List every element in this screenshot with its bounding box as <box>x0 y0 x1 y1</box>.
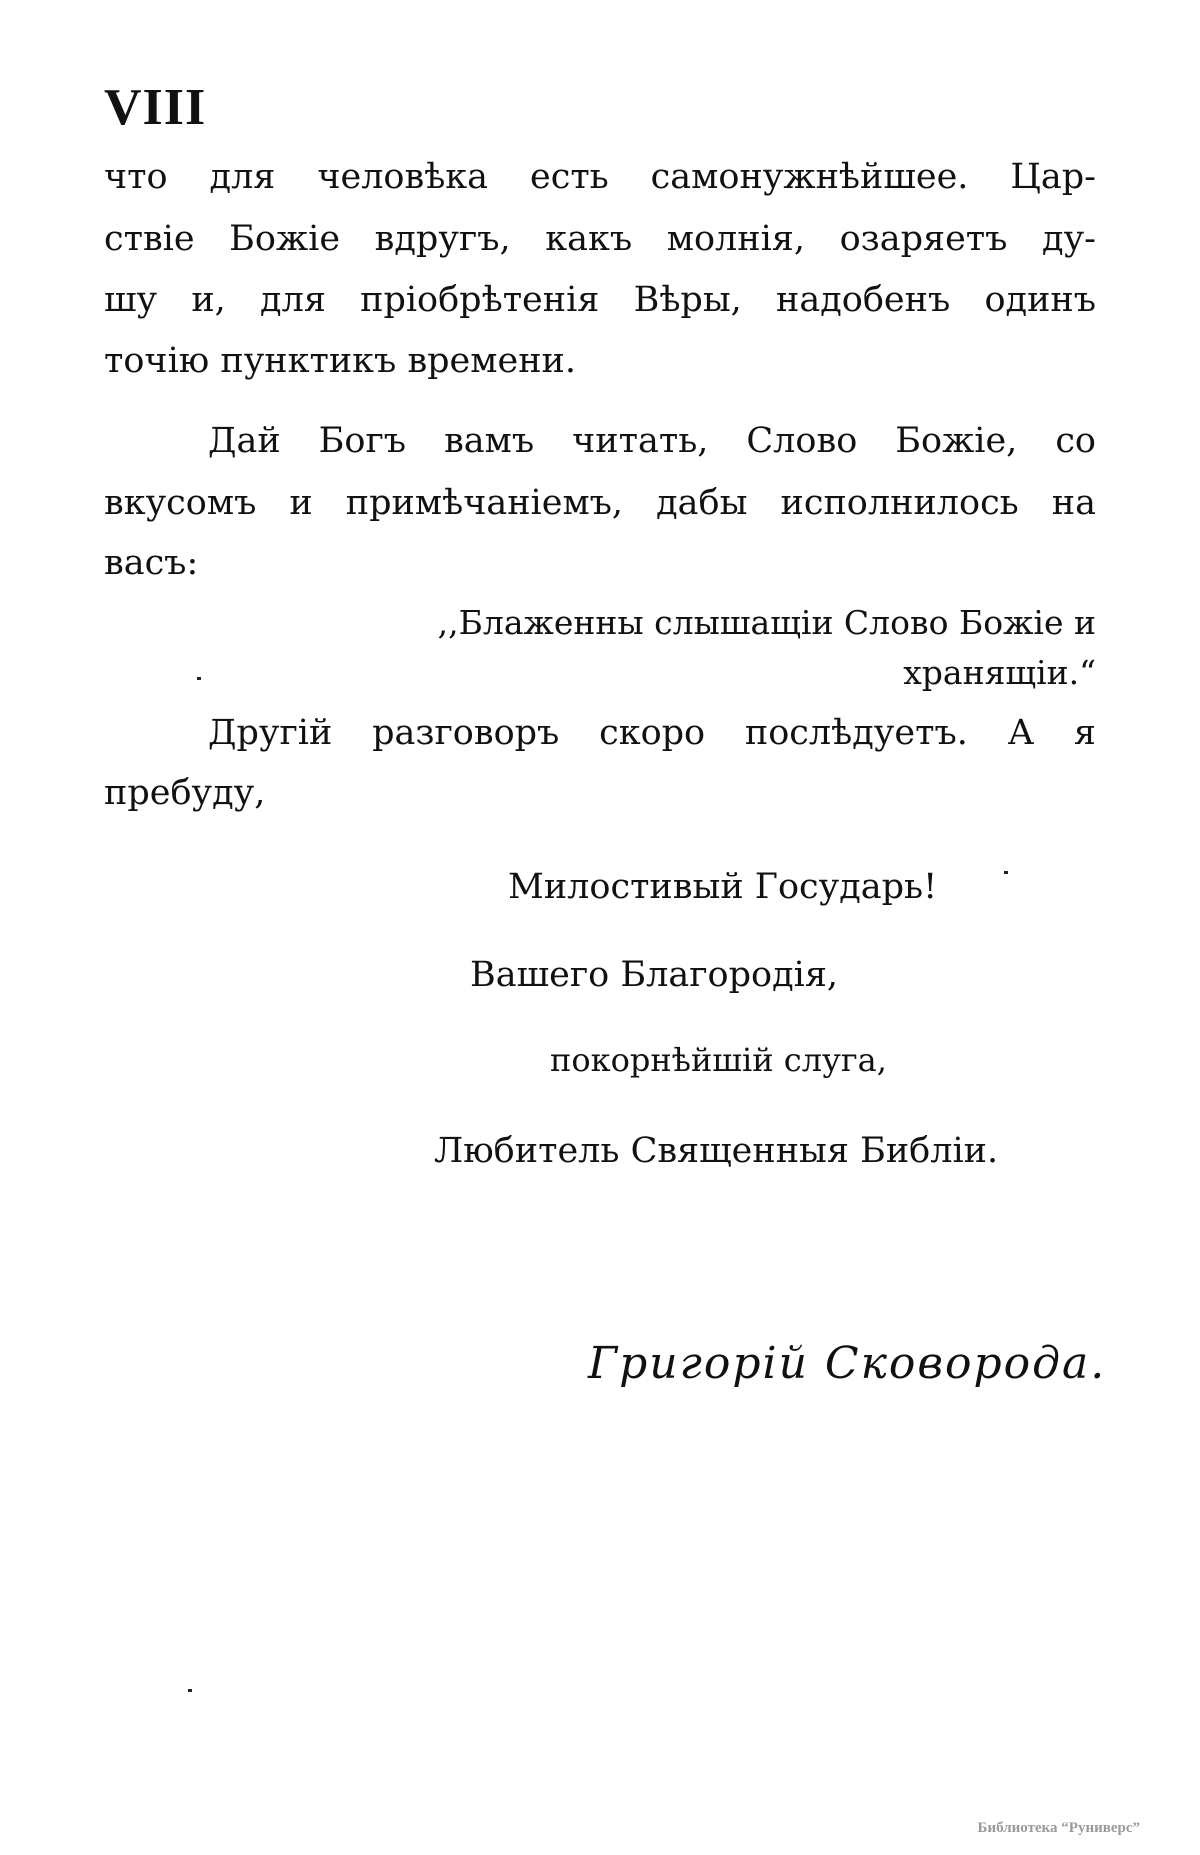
quote-line-1: ,,Блаженны слышащіи Слово Божіе и <box>437 603 1096 642</box>
scan-speck <box>188 1689 192 1692</box>
library-mark: Библиотека “Руниверс” <box>977 1820 1140 1836</box>
paragraph-2-line-3: васъ: <box>104 543 199 583</box>
paragraph-1-line-1: что для человѣка есть самонужнѣйшее. Цар- <box>104 157 1096 197</box>
paragraph-1-line-2: ствіе Божіе вдругъ, какъ молнія, озаряетъ ду- <box>104 219 1096 259</box>
paragraph-2-line-1: Дай Богъ вамъ читать, Слово Божіе, со <box>208 421 1096 461</box>
scan-speck <box>1004 871 1008 874</box>
quote-line-2: хранящіи.“ <box>903 653 1096 692</box>
paragraph-3-line-2: пребуду, <box>104 773 266 813</box>
closing-title: Вашего Благородія, <box>470 955 839 995</box>
closing-servant: покорнѣйшій слуга, <box>550 1041 887 1079</box>
signature: Григорій Сковорода. <box>588 1338 1107 1389</box>
paragraph-2-line-2: вкусомъ и примѣчаніемъ, дабы исполнилось на <box>104 483 1096 523</box>
closing-salutation: Милостивый Государь! <box>508 867 938 907</box>
page-number: VIII <box>104 79 207 136</box>
closing-author: Любитель Священныя Библіи. <box>434 1131 999 1171</box>
paragraph-1-line-3: шу и, для пріобрѣтенія Вѣры, надобенъ одинъ <box>104 280 1096 320</box>
paragraph-1-line-4: точію пунктикъ времени. <box>104 341 576 381</box>
paragraph-3-line-1: Другій разговоръ скоро послѣдуетъ. А я <box>208 713 1096 753</box>
scan-speck <box>197 677 201 680</box>
